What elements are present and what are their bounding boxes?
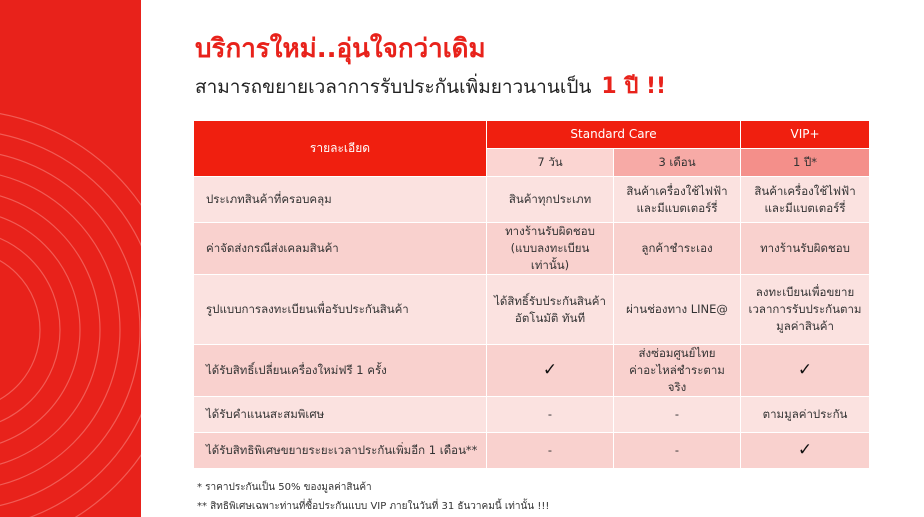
page-title: บริการใหม่..อุ่นใจกว่าเดิม xyxy=(195,34,486,64)
check-icon: ✓ xyxy=(741,345,870,397)
cell-line: ลงทะเบียนเพื่อขยาย xyxy=(755,285,855,299)
cell: - xyxy=(487,397,614,433)
duration-3-months: 3 เดือน xyxy=(614,149,741,177)
cell-line: ค่าอะไหล่ชำระตามจริง xyxy=(629,363,725,394)
cell: ผ่านช่องทาง LINE@ xyxy=(614,275,741,345)
row-label: ได้รับสิทธิ์เปลี่ยนเครื่องใหม่ฟรี 1 ครั้ง xyxy=(194,345,487,397)
cell-line: สินค้าเครื่องใช้ไฟฟ้า xyxy=(626,183,728,198)
cell-line: มูลค่าสินค้า xyxy=(776,319,834,333)
check-icon: ✓ xyxy=(487,345,614,397)
cell xyxy=(741,177,870,223)
header-vip: VIP+ xyxy=(741,121,870,149)
cell-line: อัตโนมัติ ทันที xyxy=(514,310,586,325)
footnote-vip-offer: ** สิทธิพิเศษเฉพาะท่านที่ซื้อประกันแบบ VIP ภายในวันที่ 31 ธันวาคมนี้ เท่านั้น !!! xyxy=(197,501,550,512)
cell-line: ส่งซ่อมศูนย์ไทย xyxy=(638,346,716,360)
cell: - xyxy=(614,397,741,433)
main-content xyxy=(141,0,924,517)
cell-line: ได้สิทธิ์รับประกันสินค้า xyxy=(494,293,606,308)
table-row xyxy=(194,397,870,433)
table-row xyxy=(194,345,870,397)
footnote-price: * ราคาประกันเป็น 50% ของมูลค่าสินค้า xyxy=(197,482,372,493)
cell xyxy=(487,275,614,345)
decorative-side-panel xyxy=(0,0,141,517)
table-row xyxy=(194,223,870,275)
page-subtitle xyxy=(195,68,666,103)
cell xyxy=(614,345,741,397)
cell-line: และมีแบตเตอร์รี่ xyxy=(764,200,846,215)
row-label: ประเภทสินค้าที่ครอบคลุม xyxy=(194,177,487,223)
header-details: รายละเอียด xyxy=(194,121,487,177)
cell xyxy=(614,177,741,223)
table-row xyxy=(194,177,870,223)
cell xyxy=(487,223,614,275)
row-label: รูปแบบการลงทะเบียนเพื่อรับประกันสินค้า xyxy=(194,275,487,345)
cell-line: สินค้าเครื่องใช้ไฟฟ้า xyxy=(754,183,856,198)
cell-line: ทางร้านรับผิดชอบ xyxy=(505,224,595,238)
cell: ทางร้านรับผิดชอบ xyxy=(741,223,870,275)
check-icon: ✓ xyxy=(741,433,870,469)
cell-line: เวลาการรับประกันตาม xyxy=(748,302,862,316)
cell: - xyxy=(614,433,741,469)
cell xyxy=(741,275,870,345)
cell: ตามมูลค่าประกัน xyxy=(741,397,870,433)
cell: สินค้าทุกประเภท xyxy=(487,177,614,223)
cell: ลูกค้าชำระเอง xyxy=(614,223,741,275)
duration-7-days: 7 วัน xyxy=(487,149,614,177)
row-label: ได้รับคำแนนสะสมพิเศษ xyxy=(194,397,487,433)
duration-1-year: 1 ปี* xyxy=(741,149,870,177)
subtitle-highlight: 1 ปี !! xyxy=(601,74,667,99)
cell-line: (แบบลงทะเบียนเท่านั้น) xyxy=(510,241,590,272)
cell-line: และมีแบตเตอร์รี่ xyxy=(636,200,718,215)
comparison-table xyxy=(193,120,870,469)
table-row xyxy=(194,433,870,469)
row-label: ค่าจัดส่งกรณีส่งเคลมสินค้า xyxy=(194,223,487,275)
decorative-arcs xyxy=(0,0,141,517)
header-standard-care: Standard Care xyxy=(487,121,741,149)
row-label: ได้รับสิทธิพิเศษขยายระยะเวลาประกันเพิ่มอีก 1 เดือน** xyxy=(194,433,487,469)
table-row xyxy=(194,275,870,345)
subtitle-text: สามารถขยายเวลาการรับประกันเพิ่มยาวนานเป็น xyxy=(195,76,592,98)
cell: - xyxy=(487,433,614,469)
